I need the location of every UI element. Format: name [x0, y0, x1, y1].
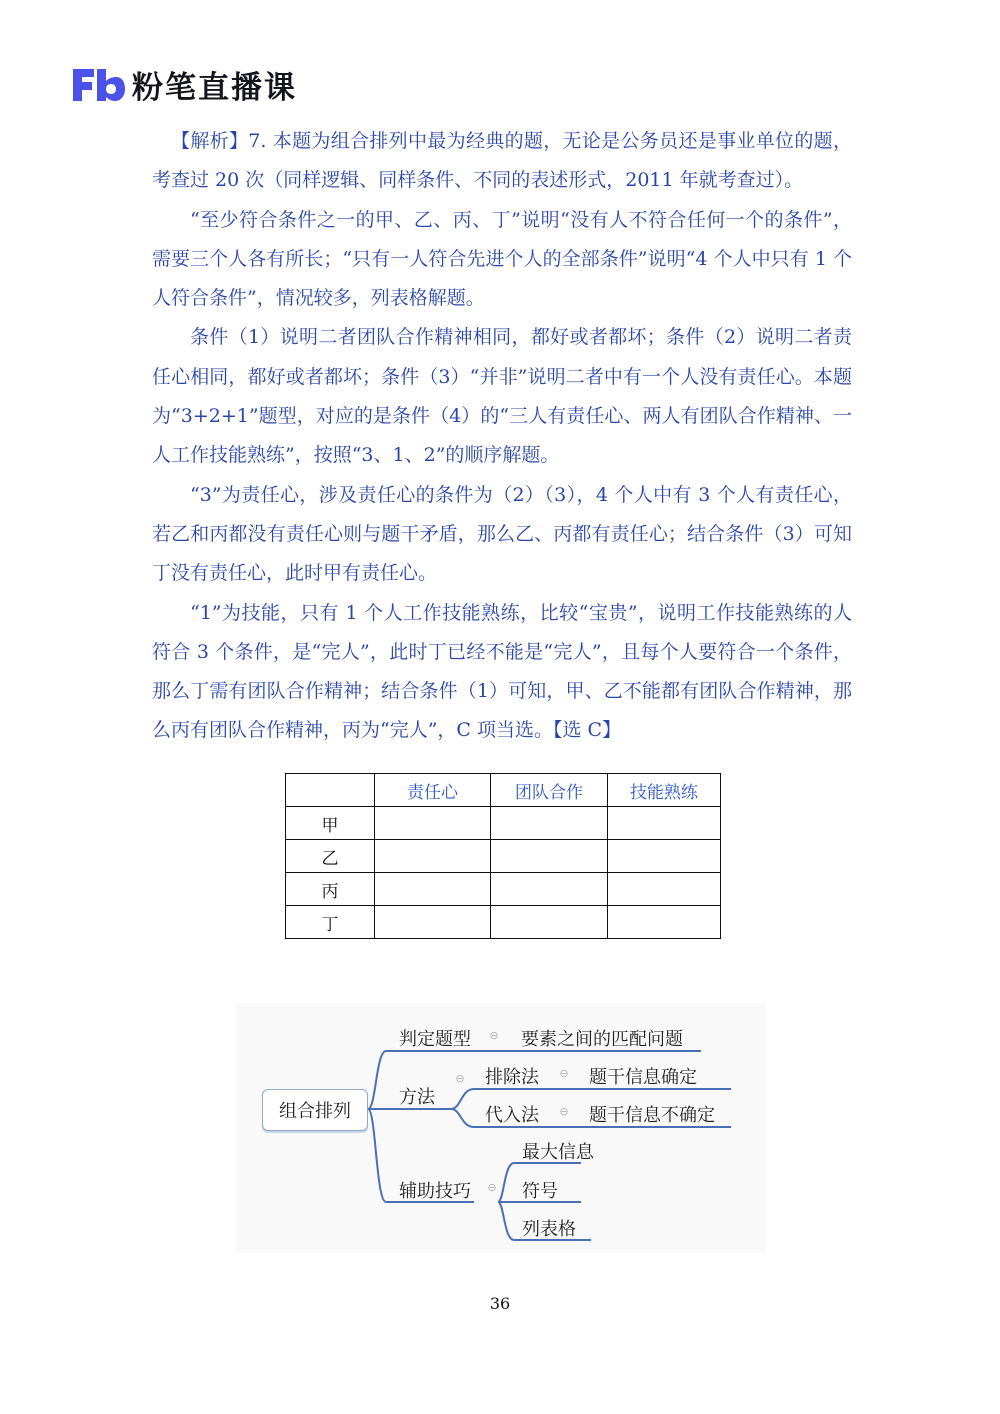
page-number: 36 — [489, 1294, 511, 1313]
paragraph: “1”为技能，只有 1 个人工作技能熟练，比较“宝贵”，说明工作技能熟练的人符合 3 个条件，是“完人”，此时丁已经不能是“完人”，且每个人要符合一个条件，那么丁需有团队合作精神；结合条件（1）可知，甲、乙不能都有团队合作精神，那么丙有团队合作精神，丙为“完人”，C 项当选。【选 C】 — [152, 601, 852, 742]
table-cell — [375, 906, 491, 939]
table-cell — [608, 906, 721, 939]
table-cell — [491, 906, 608, 939]
mind-map-node: 辅助技巧 — [399, 1181, 471, 1202]
table-row — [286, 840, 721, 873]
mind-map-node: 符号 — [522, 1181, 558, 1202]
collapse-icon: ⊖ — [455, 1072, 465, 1085]
table-cell — [608, 807, 721, 840]
table-cell — [375, 873, 491, 906]
table-cell: 甲 — [286, 807, 375, 840]
table-header-cell: 责任心 — [375, 774, 491, 807]
collapse-icon: ⊖ — [487, 1181, 497, 1194]
mind-map-node: 题干信息确定 — [589, 1067, 697, 1088]
mind-map-node: 要素之间的匹配问题 — [521, 1029, 683, 1050]
table-cell — [375, 840, 491, 873]
table-header-cell: 技能熟练 — [608, 774, 721, 807]
table-cell — [608, 840, 721, 873]
table-header-row — [286, 774, 721, 807]
paragraph: 【解析】7. 本题为组合排列中最为经典的题，无论是公务员还是事业单位的题，考查过 20 次（同样逻辑、同样条件、不同的表述形式，2011 年就考查过）。 — [152, 130, 852, 192]
mind-map-node: 判定题型 — [399, 1029, 471, 1050]
mind-map-node: 题干信息不确定 — [589, 1105, 715, 1126]
table-cell: 丁 — [286, 906, 375, 939]
collapse-icon: ⊖ — [489, 1029, 499, 1042]
table-row — [286, 906, 721, 939]
mind-map-node: 方法 — [399, 1087, 435, 1108]
mind-map-node: 代入法 — [485, 1105, 539, 1126]
table-cell — [608, 873, 721, 906]
table-row — [286, 807, 721, 840]
paragraph: “3”为责任心，涉及责任心的条件为（2）（3），4 个人中有 3 个人有责任心，若乙和丙都没有责任心则与题干矛盾，那么乙、丙都有责任心；结合条件（3）可知丁没有责任心，此时甲有责任心。 — [152, 483, 852, 585]
mind-map-node: 排除法 — [485, 1067, 539, 1088]
table-row — [286, 873, 721, 906]
table-cell — [491, 807, 608, 840]
table-cell: 乙 — [286, 840, 375, 873]
table-header-cell: 团队合作 — [491, 774, 608, 807]
mind-map-root: 组合排列 — [262, 1089, 368, 1131]
brand-name: 粉笔直播课 — [132, 70, 297, 106]
mind-map-node: 最大信息 — [522, 1142, 594, 1163]
mind-map — [236, 1003, 766, 1253]
table-cell — [491, 873, 608, 906]
brand-logo — [70, 62, 297, 107]
paragraph: “至少符合条件之一的甲、乙、丙、丁”说明“没有人不符合任何一个的条件”，需要三个人各有所长；“只有一人符合先进个人的全部条件”说明“4 个人中只有 1 个人符合条件”，情况较多，列表格解题。 — [152, 208, 852, 310]
mind-map-node: 列表格 — [522, 1219, 576, 1240]
table-header-cell — [286, 774, 375, 807]
fb-logo-icon — [70, 65, 126, 105]
analysis-text — [152, 122, 852, 751]
table-cell — [375, 807, 491, 840]
paragraph: 条件（1）说明二者团队合作精神相同，都好或者都坏；条件（2）说明二者责任心相同，都好或者都坏；条件（3）“并非”说明二者中有一个人没有责任心。本题为“3+2+1”题型，对应的是条件（4）的“三人有责任心、两人有团队合作精神、一人工作技能熟练”，按照“3、1、2”的顺序解题。 — [152, 326, 852, 467]
table-cell — [491, 840, 608, 873]
solution-table — [285, 773, 721, 939]
collapse-icon: ⊖ — [559, 1105, 569, 1118]
table-cell: 丙 — [286, 873, 375, 906]
collapse-icon: ⊖ — [559, 1067, 569, 1080]
